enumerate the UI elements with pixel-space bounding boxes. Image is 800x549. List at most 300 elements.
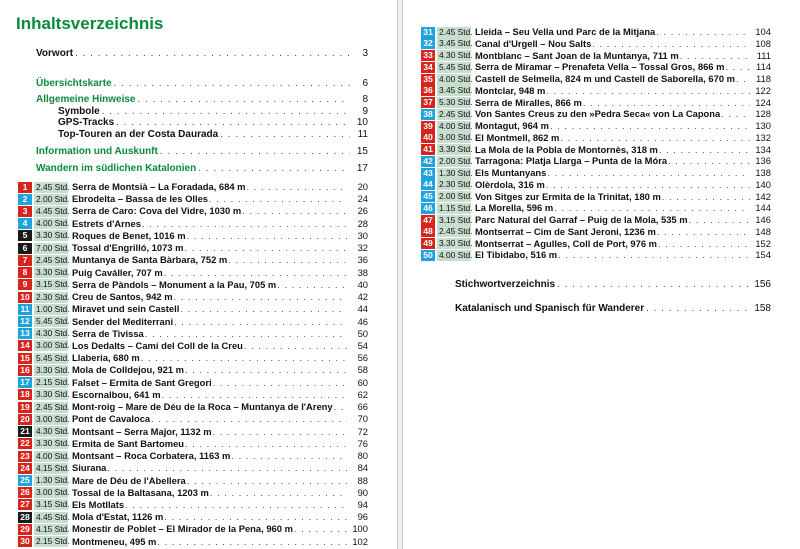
tour-entry [421,50,771,62]
tour-number-badge: 38 [421,109,435,120]
dot-leader [145,328,347,340]
toc-entry [36,146,368,158]
tour-name: Creu de Santos, 942 m [72,291,173,303]
tour-number-badge: 14 [18,340,32,351]
toc-entry-label: Stichwortverzeichnis [455,279,556,290]
tour-entry [18,267,368,279]
tour-name: Montblanc – Sant Joan de la Muntanya, 711 m [475,49,679,61]
dot-leader [151,413,347,425]
tour-number-badge: 25 [18,475,32,486]
tour-number-badge: 21 [18,426,32,437]
dot-leader [157,536,347,548]
tour-duration: 4.45 Std. [36,205,70,216]
tour-name: Ebrodelta – Bassa de les Olles [72,193,209,205]
tour-entry [18,426,368,438]
tour-entry [421,97,771,109]
dot-leader [114,78,350,90]
tour-duration: 2.15 Std. [36,536,70,547]
tour-duration: 3.00 Std. [36,413,70,424]
tour-number-badge: 12 [18,316,32,327]
dot-leader [187,475,347,487]
dot-leader [228,254,347,266]
tour-number-badge: 33 [421,50,435,61]
toc-entry-label: Wandern im südlichen Katalonien [36,163,197,174]
toc-entry-label: Allgemeine Hinweise [36,94,136,105]
right-page [402,0,800,549]
tour-name: Montclar, 948 m [475,84,546,96]
tour-page: 100 [352,523,368,535]
tour-entry [421,26,771,38]
tour-name: Castell de Selmella, 824 m und Castell de Saborella, 670 m [475,73,736,84]
dot-leader [560,132,750,144]
tour-name: Von Sitges zur Ermita de la Trinitat, 180 m [475,190,661,202]
tour-name: Mola de Colldejou, 921 m [72,364,185,376]
tour-entry [18,475,368,487]
tour-name: El Tibidabo, 516 m [475,249,558,261]
tour-page: 104 [755,26,771,37]
tour-name: Montsant – Roca Corbatera, 1163 m [72,450,231,462]
dot-leader [184,242,347,254]
dot-leader [231,450,347,462]
tour-number-badge: 5 [18,230,32,241]
dot-leader [164,267,347,279]
dot-leader [646,303,752,315]
tour-duration: 2.45 Std. [439,108,473,119]
tour-page: 32 [357,242,368,254]
tour-name: Montserrat – Agulles, Coll de Port, 976 m [475,237,657,249]
tour-page: 152 [755,237,771,249]
tour-page: 56 [357,352,368,364]
tour-number-badge: 11 [18,304,32,315]
tour-page: 146 [755,214,771,225]
tour-page: 96 [357,511,368,523]
tour-duration: 5.45 Std. [36,352,70,363]
toc-entry-label: GPS-Tracks [58,117,115,128]
tour-number-badge: 34 [421,62,435,73]
dot-leader [164,511,347,523]
tour-entry [18,205,368,217]
tour-name: Mont-roig – Mare de Déu de la Roca – Muntanya de l'Areny [72,401,333,413]
tour-duration: 7.00 Std. [36,242,70,253]
dot-leader [209,193,347,205]
tour-number-badge: 22 [18,438,32,449]
dot-leader [185,364,347,376]
toc-entry [36,78,368,90]
tour-name: Muntanya de Santa Bàrbara, 752 m [72,254,228,266]
tour-page: 42 [357,291,368,303]
tour-page: 54 [357,339,368,351]
dot-leader [294,523,347,535]
tour-page: 111 [756,49,771,61]
dot-leader [659,144,750,156]
tour-number-badge: 15 [18,353,32,364]
tour-duration: 2.45 Std. [36,401,70,412]
tour-page: 76 [357,437,368,449]
tour-entry [18,193,368,205]
dot-leader [656,26,750,38]
tour-duration: 2.30 Std. [439,179,473,190]
tour-name: Serra de Caro: Cova del Vidre, 1030 m [72,205,242,217]
dot-leader [187,230,347,242]
toc-title: Inhaltsverzeichnis [16,14,164,33]
tour-duration: 2.45 Std. [36,254,70,265]
tour-duration: 3.30 Std. [36,364,70,375]
tour-duration: 2.15 Std. [36,377,70,388]
tour-name: Lleida – Seu Vella und Parc de la Mitjana [475,26,656,37]
tour-duration: 3.30 Std. [36,267,70,278]
tour-page: 44 [357,303,368,315]
toc-entry-page: 15 [356,146,368,157]
tour-name: Els Muntanyans [475,167,547,178]
tour-name: Olèrdola, 316 m [475,178,545,190]
dot-leader [247,181,347,193]
tour-page: 36 [357,254,368,266]
dot-leader [107,462,347,474]
tour-number-badge: 7 [18,255,32,266]
tour-entry [18,389,368,401]
dot-leader [550,120,750,132]
tour-name: Serra de Pàndols – Monument a la Pau, 705 m [72,278,277,290]
tour-duration: 4.00 Std. [36,218,70,229]
tour-page: 142 [755,190,771,202]
tour-page: 134 [755,143,771,155]
tour-duration: 1.15 Std. [439,202,473,213]
tour-page: 102 [352,535,368,547]
tour-page: 90 [357,486,368,498]
tour-name: Mola d'Estat, 1126 m [72,511,164,523]
tour-entry [421,120,771,132]
tour-name: Mare de Déu de l'Abellera [72,474,186,486]
tour-duration: 3.30 Std. [36,389,70,400]
tour-entry [421,85,771,97]
tour-page: 124 [755,96,771,108]
tour-duration: 3.30 Std. [439,144,473,154]
tour-name: Llaberia, 680 m [72,352,140,364]
tour-number-badge: 40 [421,132,435,143]
tour-page: 40 [357,278,368,290]
tour-number-badge: 3 [18,206,32,217]
dot-leader [546,85,750,97]
tour-duration: 1.30 Std. [439,167,473,178]
tour-name: El Montmell, 862 m [475,131,560,143]
dot-leader [592,38,750,50]
tour-number-badge: 44 [421,179,435,190]
tour-number-badge: 9 [18,279,32,290]
dot-leader [116,117,350,129]
tour-duration: 4.00 Std. [36,450,70,461]
tour-number-badge: 31 [421,27,435,38]
tour-entry [421,61,771,73]
tour-page: 148 [755,225,771,237]
toc-entry [36,48,368,60]
dot-leader [558,249,750,261]
tour-duration: 3.30 Std. [36,230,70,241]
tour-duration: 3.15 Std. [439,214,473,225]
tour-page: 26 [357,205,368,217]
tour-number-badge: 8 [18,267,32,278]
tour-name: Ermita de Sant Bartomeu [72,437,185,449]
tour-entry [18,511,368,523]
tour-number-badge: 26 [18,487,32,498]
tour-page: 88 [357,474,368,486]
tour-number-badge: 42 [421,156,435,167]
tour-number-badge: 35 [421,74,435,85]
dot-leader [557,279,752,291]
dot-leader [277,279,347,291]
tour-number-badge: 6 [18,243,32,254]
tour-duration: 2.00 Std. [36,193,70,204]
dot-leader [547,167,750,179]
tour-page: 140 [755,178,771,190]
tour-entry [18,438,368,450]
tour-page: 20 [357,181,368,192]
dot-leader [680,50,750,62]
toc-entry [455,303,771,315]
tour-entry [421,226,771,238]
dot-leader [141,352,347,364]
dot-leader [213,426,347,438]
tour-entry [421,202,771,214]
tour-entry [18,487,368,499]
tour-name: La Mola de la Pobla de Montornès, 318 m [475,143,658,155]
tour-number-badge: 49 [421,238,435,249]
tour-name: Tossal d'Engrilló, 1073 m [72,242,184,254]
tour-number-badge: 19 [18,402,32,413]
dot-leader [689,214,750,226]
tour-duration: 3.00 Std. [439,132,473,143]
tour-name: Von Santes Creus zu den »Pedra Seca« von La Capona [475,108,721,120]
tour-page: 28 [357,217,368,229]
tour-duration: 4.00 Std. [439,73,473,84]
tour-number-badge: 47 [421,215,435,226]
tour-name: Parc Natural del Garraf – Puig de la Mola, 535 m [475,214,688,225]
tour-duration: 3.15 Std. [36,499,70,510]
tour-duration: 3.45 Std. [439,85,473,96]
tour-number-badge: 17 [18,377,32,388]
dot-leader [125,499,347,511]
dot-leader [75,48,350,60]
tour-entry [421,167,771,179]
tour-entry [421,191,771,203]
tour-duration: 3.30 Std. [36,438,70,449]
dot-leader [668,155,750,167]
tour-name: Escornalbou, 641 m [72,388,161,400]
toc-entry-label: Symbole [58,106,100,117]
dot-leader [174,291,347,303]
toc-entry-page: 11 [357,129,368,140]
tour-number-badge: 24 [18,463,32,474]
toc-entry-page: 158 [754,303,771,314]
tour-entry [18,291,368,303]
tour-number-badge: 29 [18,524,32,535]
tour-entry [18,279,368,291]
toc-entry-label: Vorwort [36,48,74,59]
tour-page: 138 [755,167,771,178]
tour-entry [18,401,368,413]
tour-page: 144 [755,202,771,214]
tour-entry [18,254,368,266]
tour-entry [18,181,368,193]
tour-page: 128 [755,108,771,120]
toc-entry [58,117,368,129]
tour-number-badge: 27 [18,499,32,510]
tour-duration: 2.30 Std. [36,291,70,302]
tour-duration: 5.45 Std. [36,316,70,327]
tour-page: 60 [357,376,368,388]
tour-duration: 3.15 Std. [36,279,70,290]
tour-page: 118 [756,73,771,84]
tour-name: Sender del Mediterrani [72,315,174,327]
tour-entry [421,179,771,191]
tour-duration: 5.30 Std. [439,97,473,107]
tour-entry [18,377,368,389]
tour-name: Pont de Cavaloca [72,413,151,425]
tour-entry [18,340,368,352]
dot-leader [334,401,347,413]
tour-page: 46 [357,315,368,327]
tour-number-badge: 46 [421,203,435,214]
dot-leader [160,146,350,158]
tour-page: 58 [357,364,368,376]
tour-name: Puig Caváller, 707 m [72,266,163,278]
tour-name: Los Dedalts – Camí del Coll de la Creu [72,339,243,351]
tour-number-badge: 39 [421,121,435,132]
dot-leader [242,205,347,217]
dot-leader [721,108,750,120]
dot-leader [180,303,347,315]
dot-leader [658,238,750,250]
tour-number-badge: 41 [421,144,435,155]
tour-duration: 2.45 Std. [36,181,70,192]
tour-name: Serra de Tivissa [72,327,144,339]
tour-number-badge: 37 [421,97,435,108]
tour-entry [18,316,368,328]
toc-entry-page: 3 [362,48,368,59]
toc-entry [36,163,368,175]
dot-leader [657,226,750,238]
left-page [0,0,398,549]
tour-page: 130 [755,120,771,131]
tour-name: Miravet und sein Castell [72,303,180,315]
tour-name: Monestir de Poblet – El Mirador de la Pena, 960 m [72,523,293,535]
dot-leader [137,94,350,106]
dot-leader [546,179,750,191]
tour-entry [18,413,368,425]
tour-page: 80 [357,450,368,462]
toc-entry-page: 17 [356,163,368,174]
tour-number-badge: 48 [421,226,435,237]
tour-duration: 4.00 Std. [439,120,473,131]
tour-number-badge: 45 [421,191,435,202]
tour-duration: 3.00 Std. [36,487,70,498]
tour-entry [18,462,368,474]
tour-duration: 5.45 Std. [439,61,473,72]
tour-page: 108 [755,37,771,49]
tour-entry [421,238,771,250]
tour-name: Falset – Ermita de Sant Gregori [72,376,212,388]
toc-entry-page: 9 [362,106,368,117]
tour-entry [18,523,368,535]
tour-name: Roques de Benet, 1016 m [72,229,186,241]
dot-leader [210,487,347,499]
tour-number-badge: 43 [421,168,435,179]
tour-duration: 4.15 Std. [36,523,70,534]
tour-name: Estrets d'Arnes [72,217,141,229]
tour-number-badge: 28 [18,512,32,523]
tour-entry [18,364,368,376]
tour-duration: 4.45 Std. [36,511,70,522]
tour-entry [421,132,771,144]
tour-entry [421,108,771,120]
toc-entry-page: 8 [362,94,368,105]
tour-number-badge: 2 [18,194,32,205]
tour-entry [421,214,771,226]
tour-name: Serra de Montsià – La Foradada, 684 m [72,181,246,192]
dot-leader [583,97,750,109]
toc-entry [36,94,368,106]
tour-page: 132 [755,131,771,143]
toc-entry-page: 10 [356,117,368,128]
dot-leader [213,377,347,389]
tour-entry [18,499,368,511]
tour-duration: 2.00 Std. [439,155,473,166]
tour-name: Montmeneu, 495 m [72,535,157,547]
tour-duration: 3.30 Std. [439,238,473,248]
dot-leader [554,202,750,214]
tour-page: 24 [357,193,368,205]
tour-page: 84 [357,462,368,474]
tour-entry [18,230,368,242]
tour-duration: 2.45 Std. [439,226,473,237]
tour-name: Montsant – Serra Major, 1132 m [72,425,212,437]
tour-entry [18,352,368,364]
tour-page: 38 [357,266,368,278]
dot-leader [185,438,347,450]
tour-page: 62 [357,388,368,400]
tour-entry [421,73,771,85]
tour-page: 50 [357,327,368,339]
tour-name: La Morella, 596 m [475,202,554,214]
tour-entry [18,242,368,254]
tour-entry [421,38,771,50]
toc-entry-label: Top-Touren an der Costa Daurada [58,129,219,140]
tour-number-badge: 4 [18,218,32,229]
tour-number-badge: 36 [421,85,435,96]
dot-leader [736,73,750,85]
tour-duration: 4.30 Std. [36,426,70,437]
tour-duration: 2.45 Std. [439,26,473,37]
dot-leader [198,163,350,175]
tour-number-badge: 16 [18,365,32,376]
tour-duration: 1.00 Std. [36,303,70,314]
dot-leader [174,316,347,328]
tour-page: 94 [357,498,368,510]
dot-leader [142,218,347,230]
tour-number-badge: 1 [18,182,32,193]
tour-number-badge: 13 [18,328,32,339]
tour-entry [18,536,368,548]
dot-leader [220,129,350,141]
tour-entry [18,303,368,315]
toc-entry-label: Katalanisch und Spanisch für Wanderer [455,303,645,314]
dot-leader [725,61,750,73]
tour-name: Serra de Miralles, 866 m [475,96,582,108]
tour-page: 154 [755,249,771,261]
tour-page: 70 [357,413,368,425]
tour-entry [421,155,771,167]
tour-name: Tossal de la Baltasana, 1203 m [72,486,209,498]
tour-entry [18,450,368,462]
